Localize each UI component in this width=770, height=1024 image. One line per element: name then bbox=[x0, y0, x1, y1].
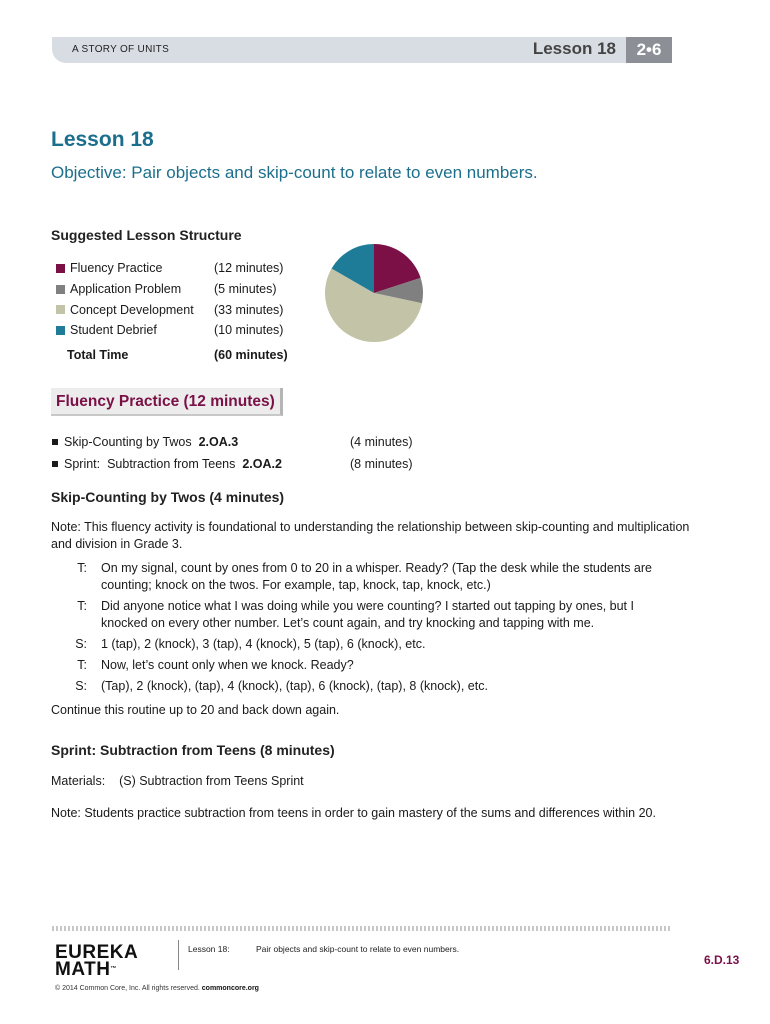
dialog-text: Now, let’s count only when we knock. Ready? bbox=[101, 658, 354, 672]
skip-counting-heading: Skip-Counting by Twos (4 minutes) bbox=[51, 489, 285, 505]
application-swatch bbox=[56, 285, 65, 294]
dialog-speaker: T: bbox=[77, 658, 87, 672]
lesson-structure-time: (12 minutes) bbox=[214, 261, 284, 276]
eureka-math-logo bbox=[55, 944, 138, 978]
copyright-site: commoncore.org bbox=[201, 985, 259, 992]
lesson-structure-label: Concept Development bbox=[70, 302, 194, 317]
dialog-speaker: T: bbox=[77, 599, 87, 613]
page-number: 6.D.13 bbox=[704, 953, 740, 967]
lesson-structure-time: (5 minutes) bbox=[214, 282, 277, 297]
footer-objective: Pair objects and skip-count to relate to even numbers. bbox=[256, 944, 460, 954]
lesson-structure-label: Student Debrief bbox=[70, 323, 157, 338]
debrief-swatch bbox=[56, 326, 65, 335]
dialog-text: 1 (tap), 2 (knock), 3 (tap), 4 (knock), 5 (tap), 6 (knock), etc. bbox=[101, 637, 426, 651]
dialog-line bbox=[51, 636, 671, 653]
continue-instruction: Continue this routine up to 20 and back down again. bbox=[51, 703, 340, 717]
fluency-swatch bbox=[56, 264, 65, 273]
fluency-list bbox=[50, 431, 450, 475]
lesson-structure-pie-chart bbox=[324, 243, 424, 343]
copyright-text: © 2014 Common Core, Inc. All rights reserved. bbox=[55, 985, 202, 992]
dialog-line bbox=[51, 598, 671, 632]
logo-line-2 bbox=[55, 961, 138, 978]
dialog-text: (Tap), 2 (knock), (tap), 4 (knock), (tap), 6 (knock), (tap), 8 (knock), etc. bbox=[101, 679, 488, 693]
lesson-structure-row bbox=[56, 320, 314, 341]
total-label: Total Time bbox=[67, 348, 129, 363]
series-name: A STORY OF UNITS bbox=[72, 44, 170, 55]
footer-separator bbox=[178, 940, 179, 970]
list-item bbox=[50, 431, 450, 453]
total-time: (60 minutes) bbox=[214, 348, 288, 363]
dialog-speaker: S: bbox=[75, 679, 87, 693]
standard-code: 2.OA.3 bbox=[198, 435, 239, 449]
dialog-text: Did anyone notice what I was doing while you were counting? I started out tapping by ones, but I knocked on every other number. Let’s count again, and try knocking and tapping with me. bbox=[101, 599, 634, 630]
list-item-text: Sprint: Subtraction from Teens bbox=[64, 457, 243, 471]
dialog-line bbox=[51, 678, 671, 695]
lesson-structure-heading: Suggested Lesson Structure bbox=[51, 227, 242, 243]
module-badge: 2•6 bbox=[626, 37, 672, 63]
lesson-structure-label: Fluency Practice bbox=[70, 261, 163, 276]
objective: Objective: Pair objects and skip-count to relate to even numbers. bbox=[51, 163, 538, 182]
page-header bbox=[52, 37, 672, 63]
footer-lesson: Lesson 18: bbox=[188, 944, 230, 954]
lesson-structure-label: Application Problem bbox=[70, 282, 182, 297]
sprint-note: Note: Students practice subtraction from teens in order to gain mastery of the sums and differences within 20. bbox=[51, 806, 656, 820]
dialog-speaker: T: bbox=[77, 561, 87, 575]
lesson-structure-time: (10 minutes) bbox=[214, 323, 284, 338]
dialog-text: On my signal, count by ones from 0 to 20 in a whisper. Ready? (Tap the desk while the students are counting; knock on the twos. For example, tap, knock, tap, knock, etc.) bbox=[101, 561, 652, 592]
sprint-heading: Sprint: Subtraction from Teens (8 minutes) bbox=[51, 742, 335, 758]
square-bullet-icon bbox=[52, 439, 58, 445]
dialog-line bbox=[51, 657, 671, 674]
lesson-structure-row bbox=[56, 258, 314, 279]
sprint-materials: Materials: (S) Subtraction from Teens Sprint bbox=[51, 774, 304, 788]
skip-counting-note: Note: This fluency activity is foundational to understanding the relationship between skip-counting and multiplication and division in Grade 3. bbox=[51, 520, 690, 551]
lesson-structure-total bbox=[56, 345, 314, 366]
dialog-script bbox=[51, 560, 671, 699]
logo-trademark: ™ bbox=[110, 966, 117, 972]
logo-text: MATH bbox=[55, 959, 111, 980]
list-item-text: Skip-Counting by Twos bbox=[64, 435, 199, 449]
list-item bbox=[50, 453, 450, 475]
list-item-time: (8 minutes) bbox=[350, 457, 413, 471]
lesson-structure-row bbox=[56, 279, 314, 300]
lesson-structure-row bbox=[56, 299, 314, 320]
logo-line: EUREKA bbox=[55, 942, 139, 963]
lesson-structure-table bbox=[56, 258, 314, 365]
concept-swatch bbox=[56, 305, 65, 314]
copyright bbox=[55, 985, 259, 992]
page-title: Lesson 18 bbox=[51, 128, 154, 151]
square-bullet-icon bbox=[52, 461, 58, 467]
dialog-speaker: S: bbox=[75, 637, 87, 651]
dialog-line bbox=[51, 560, 671, 594]
header-lesson: Lesson 18 bbox=[532, 39, 616, 58]
footer-divider-rule bbox=[52, 926, 670, 931]
standard-code: 2.OA.2 bbox=[242, 457, 282, 471]
fluency-practice-banner: Fluency Practice (12 minutes) bbox=[51, 388, 283, 416]
lesson-structure-time: (33 minutes) bbox=[214, 302, 284, 317]
list-item-time: (4 minutes) bbox=[350, 435, 413, 449]
